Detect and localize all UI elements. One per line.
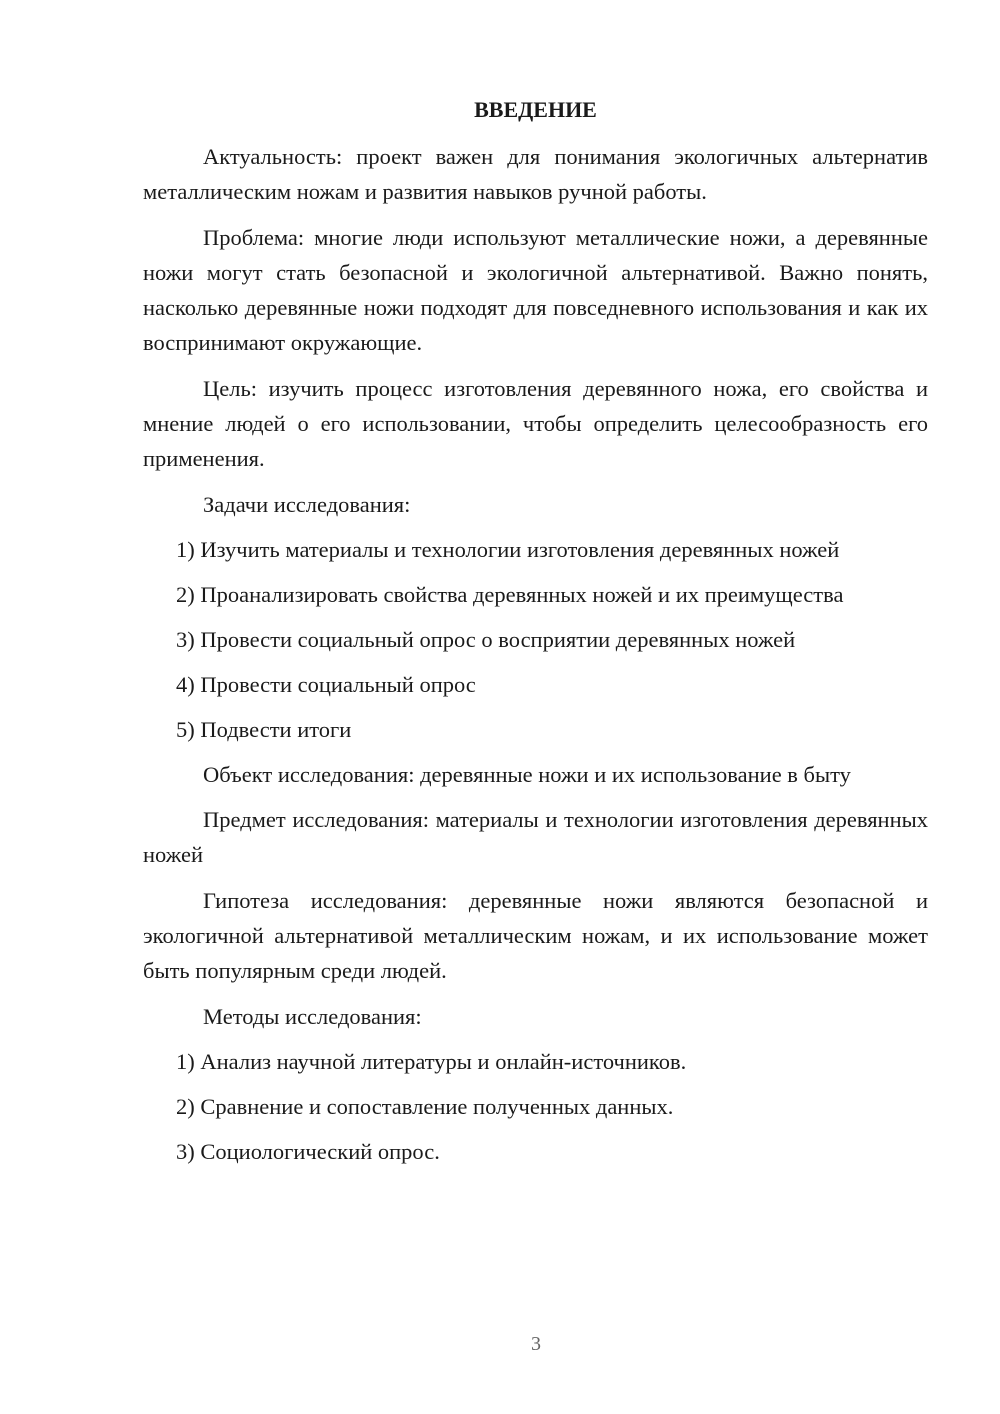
methods-list — [143, 1044, 928, 1169]
list-item: 3) Провести социальный опрос о восприятии деревянных ножей — [176, 627, 796, 652]
list-item: 4) Провести социальный опрос — [176, 672, 476, 697]
object-paragraph: Объект исследования: деревянные ножи и их использование в быту — [203, 762, 851, 787]
page-content — [143, 94, 928, 1179]
methods-heading: Методы исследования: — [203, 1004, 422, 1029]
tasks-heading: Задачи исследования: — [203, 492, 411, 517]
list-item: 2) Сравнение и сопоставление полученных данных. — [176, 1094, 674, 1119]
page-number: 3 — [531, 1333, 541, 1355]
list-item: 1) Изучить материалы и технологии изготовления деревянных ножей — [176, 537, 840, 562]
list-item: 5) Подвести итоги — [176, 717, 352, 742]
list-item: 3) Социологический опрос. — [176, 1139, 440, 1164]
subject-paragraph: Предмет исследования: материалы и технологии изготовления деревянных ножей — [143, 807, 928, 867]
list-item: 2) Проанализировать свойства деревянных ножей и их преимущества — [176, 582, 844, 607]
goal-paragraph: Цель: изучить процесс изготовления деревянного ножа, его свойства и мнение людей о его использовании, чтобы определить целесообразность его применения. — [143, 376, 928, 471]
list-item: 1) Анализ научной литературы и онлайн-источников. — [176, 1049, 687, 1074]
page-title: ВВЕДЕНИЕ — [474, 97, 597, 122]
problem-paragraph: Проблема: многие люди используют металлические ножи, а деревянные ножи могут стать безопасной и экологичной альтернативой. Важно понять, насколько деревянные ножи подходят для повседневного использования и как их воспринимают окружающие. — [143, 225, 928, 355]
hypothesis-paragraph: Гипотеза исследования: деревянные ножи являются безопасной и экологичной альтернативой металлическим ножам, и их использование может быть популярным среди людей. — [143, 888, 928, 983]
relevance-paragraph: Актуальность: проект важен для понимания экологичных альтернатив металлическим ножам и развития навыков ручной работы. — [143, 144, 928, 204]
tasks-list — [143, 532, 928, 747]
